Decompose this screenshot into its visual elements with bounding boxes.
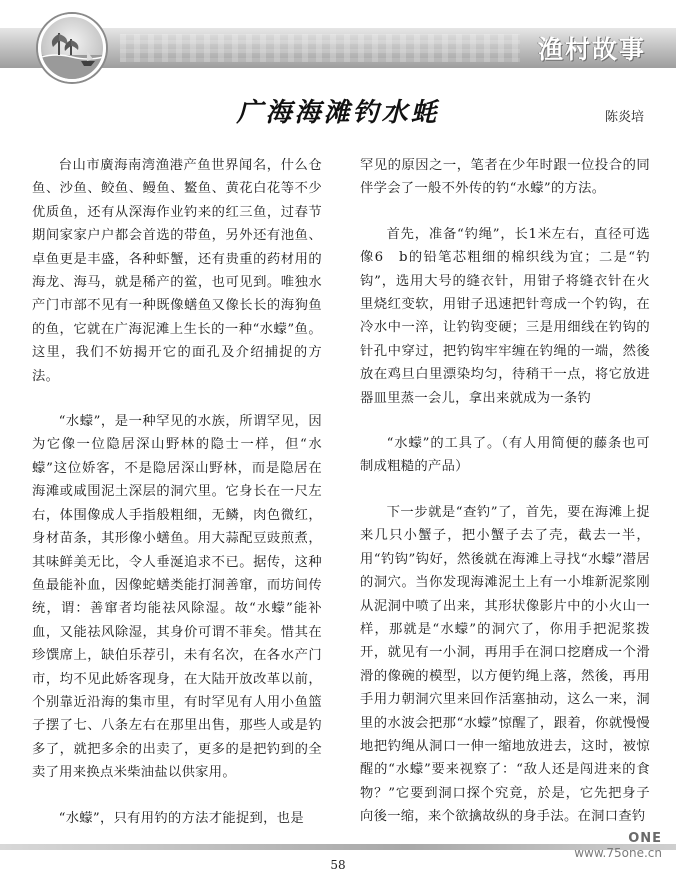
page-number: 58 [330, 858, 346, 872]
column-title: 渔村故事 [537, 35, 646, 64]
paragraph: 罕见的原因之一，笔者在少年时跟一位投合的同伴学会了一般不外传的钓“水蠓”的方法。 [360, 158, 650, 197]
paragraph: “水蠓”的工具了。（有人用简便的藤条也可制成粗糙的产品） [360, 436, 650, 475]
article-author: 陈炎培 [604, 110, 644, 125]
site-watermark [574, 832, 662, 860]
paragraph: 台山市廣海南湾渔港产鱼世界闻名，什么仓鱼、沙鱼、鲛鱼、鳗鱼、鳘鱼、黄花白花等不少优质鱼，还有从深海作业钓来的红三鱼，过春节期间家家户户都会首选的带鱼，另外还有池鱼、卓鱼更是丰盛，各种虾蟹，还有贵重的药材用的海龙、海马，就是稀产的鲎，也可见到。唯独水产门市部不见有一种既像蟮鱼又像长长的海狗鱼的鱼，它就在广海泥滩上生长的一种“水蠓”鱼。这里，我们不妨揭开它的面孔及介绍捕捉的方法。 [32, 158, 322, 384]
paragraph: “水蠓”，是一种罕见的水族，所谓罕见，因为它像一位隐居深山野林的隐士一样，但“水蠓”这位娇客，不是隐居深山野林，而是隐居在海滩或咸围泥土深层的洞穴里。它身长在一尺左右，体围像成人手指般粗细，无鳞，肉色微红，身材苗条，其形像小蟮鱼。用大蒜配豆豉煎煮，其味鲜美无比，令人垂涎追求不已。据传，这种鱼最能补血，因像蛇蟮类能打洞善窜，而坊间传统，谓：善窜者均能祛风除湿。故“水蠓”能补血，又能祛风除湿，其身价可谓不菲矣。惜其在珍馔席上，缺伯乐荐引，未有名次，在各水产门市，均不见此娇客现身，在大陆开放改革以前，个别靠近沿海的集市里，有时罕见有人用小鱼篮子摆了七、八条左右在那里出售，那些人或是钓多了，就把多余的出卖了，更多的是把钓到的全卖了用来换点米柴油盐以供家用。 [32, 414, 322, 781]
left-column [32, 154, 322, 830]
watermark-url: www.75one.cn [574, 846, 662, 860]
paragraph: “水蠓”，只有用钓的方法才能捉到，也是 [58, 810, 304, 826]
header-pattern [120, 34, 520, 62]
right-column [360, 154, 650, 829]
paragraph: 首先，准备“钓绳”，长1米左右，直径可选像6 b的铅笔芯粗细的棉织线为宜；二是“钓钩”，选用大号的缝衣针，用钳子将缝衣针在火里烧红变软，用钳子迅速把针弯成一个钓钩，在冷水中一淬，让钓钩变硬；三是用细线在钓钩的针孔中穿过，把钓钩牢牢缠在钓绳的一端，然後放在鸡旦白里漂染均匀，待稍干一点，将它放进器皿里蒸一会儿，拿出来就成为一条钓 [360, 226, 650, 406]
fishing-village-emblem-icon [38, 14, 106, 82]
watermark-brand: ONE [628, 831, 662, 846]
article-title: 广海海滩钓水蚝 [236, 98, 440, 128]
paragraph: 下一步就是“查钓”了，首先，要在海滩上捉来几只小蟹子，把小蟹子去了壳，截去一半，用“钓钩”钩好，然後就在海滩上寻找“水蠓”潜居的洞穴。当你发现海滩泥土上有一小堆新泥浆刚从泥洞中喷了出来，其形状像影片中的小火山一样，那就是“水蠓”的洞穴了，你用手把泥浆拨开，就见有一小洞，再用手在洞口挖磨成一个滑滑的像碗的模型，以方便钓绳上落，然後，再用手用力朝洞穴里来回作活塞抽动，这么一来，洞里的水波会把那“水蠓”惊醒了，跟着，你就慢慢地把钓绳从洞口一伸一缩地放进去，这时，被惊醒的“水蠓”要来视察了：“敌人还是闯进来的食物？”它要到洞口探个究竟，於是，它先把身子向後一缩，来个欲擒故纵的身手法。在洞口查钓 [360, 504, 650, 825]
